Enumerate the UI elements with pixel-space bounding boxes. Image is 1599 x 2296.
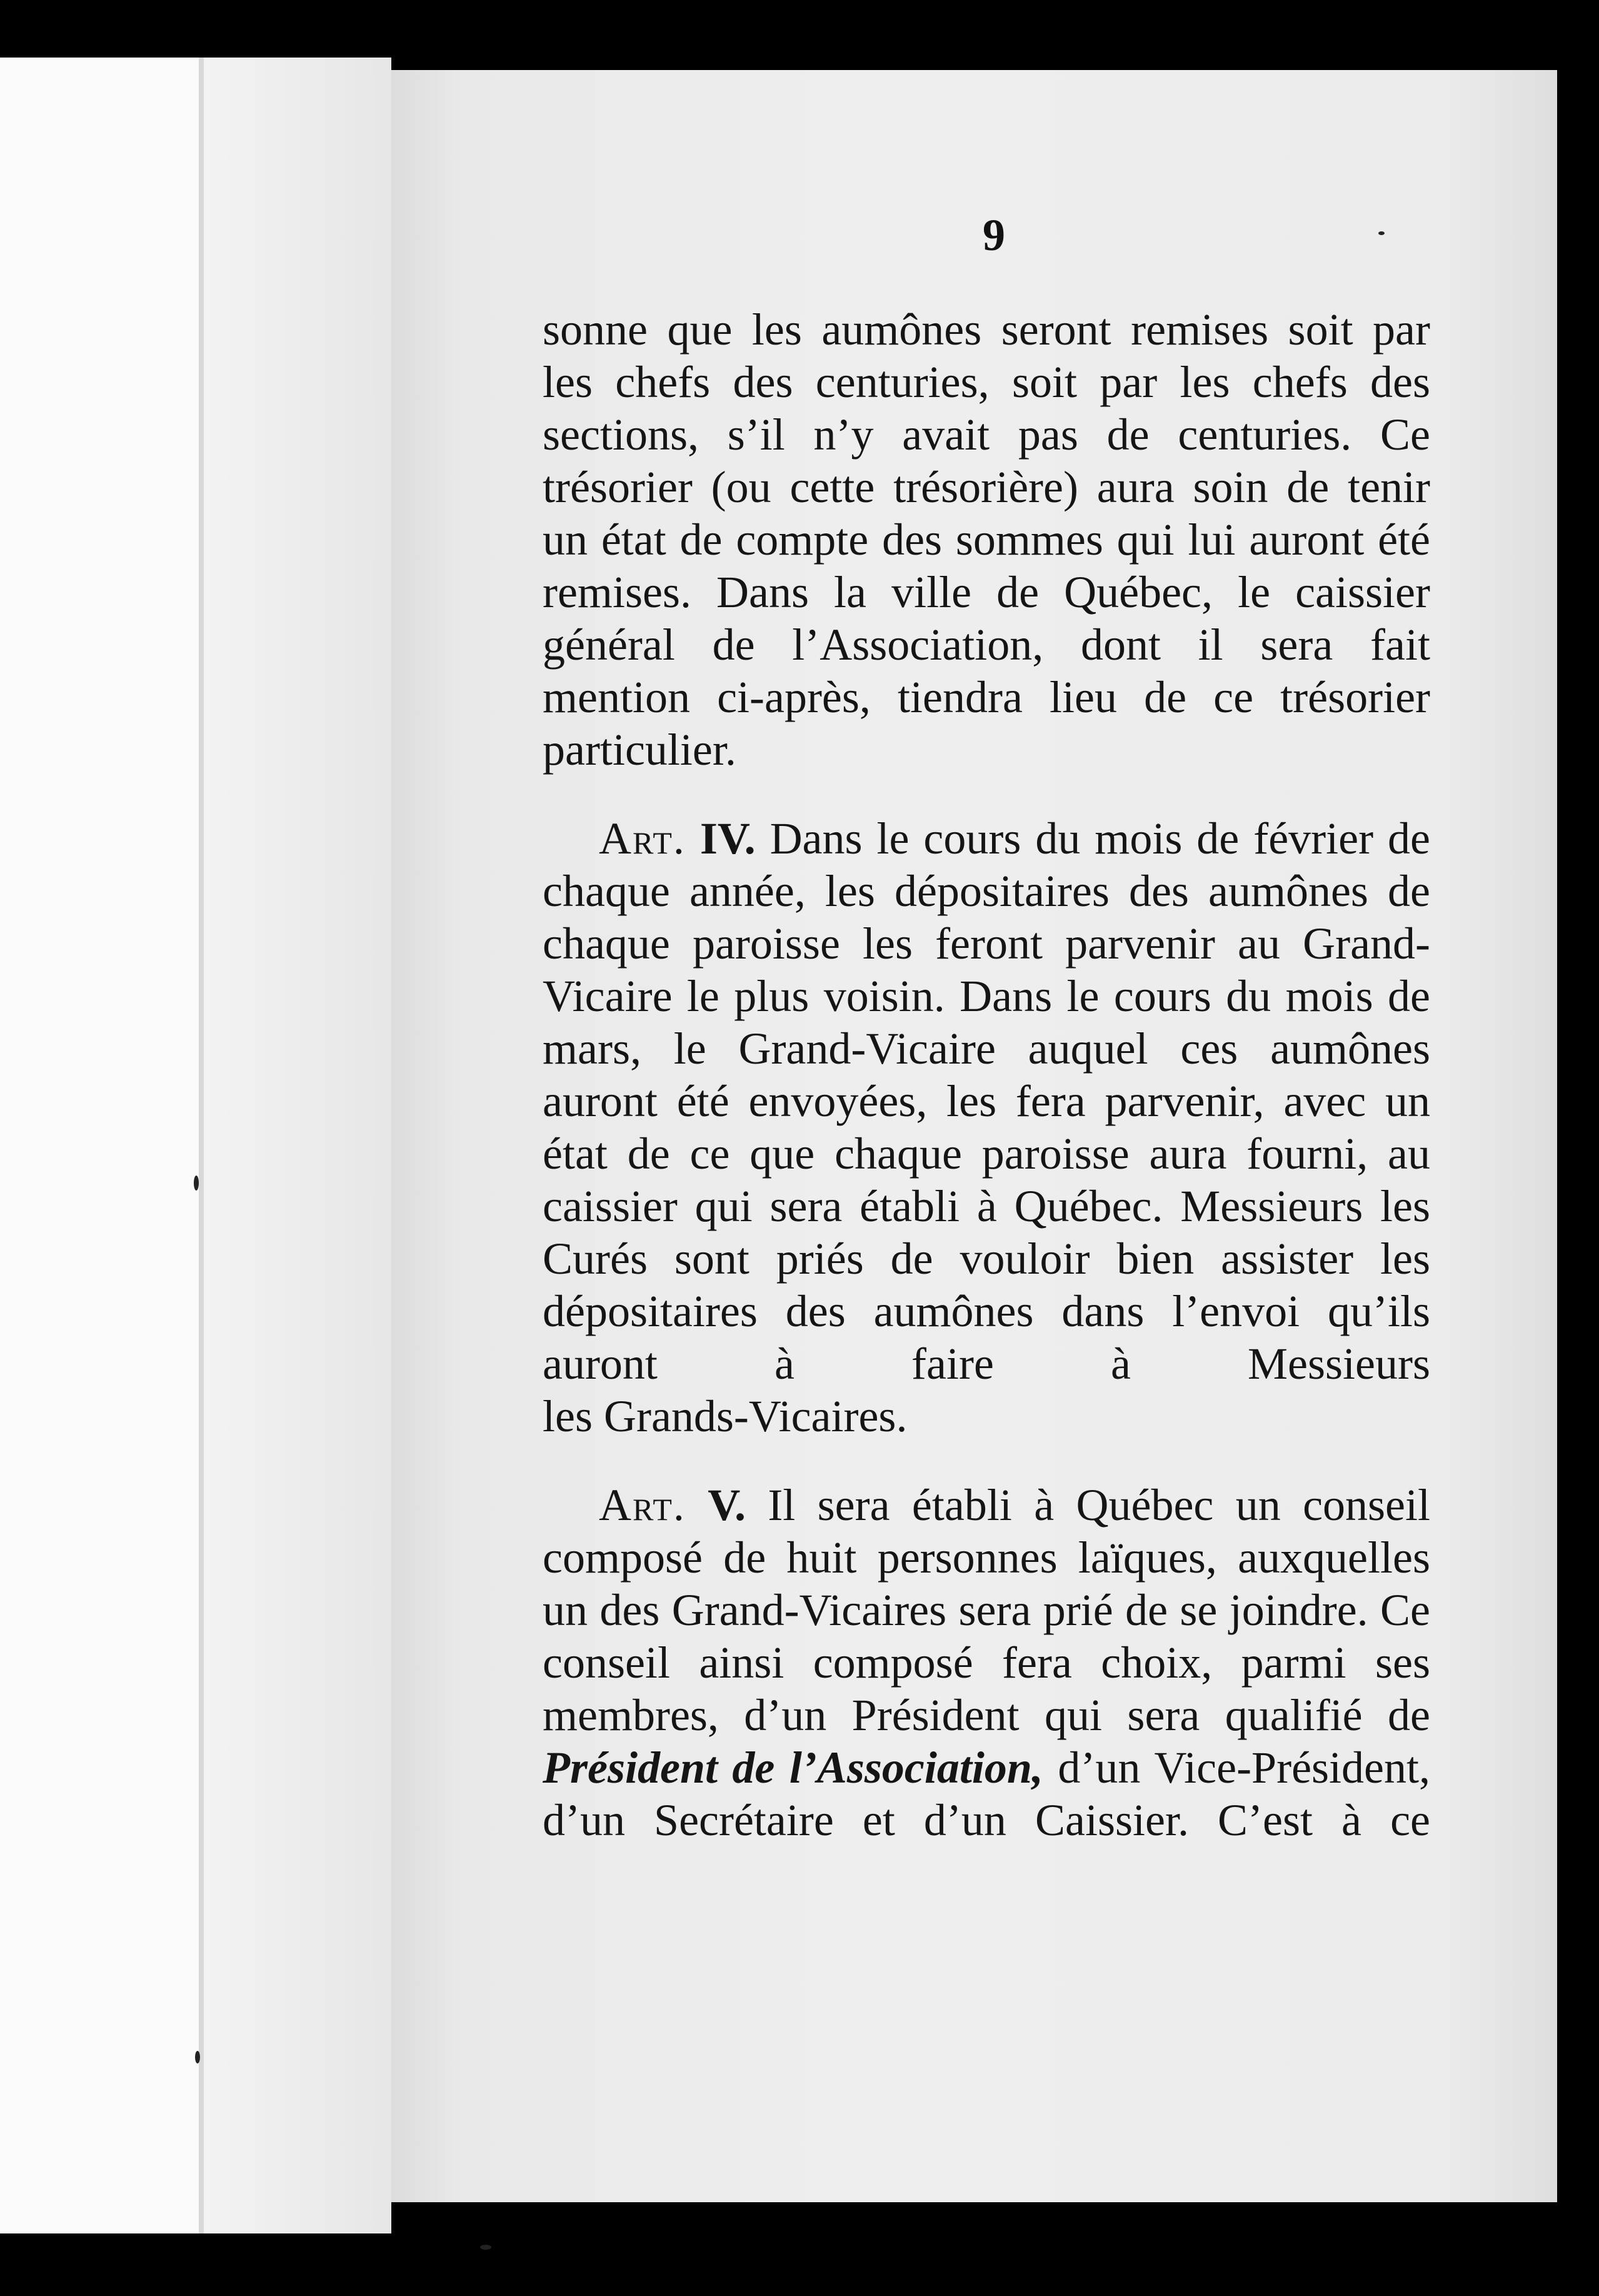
scan-speck <box>195 2051 200 2063</box>
body-text <box>543 303 1430 1846</box>
left-page-leaf <box>0 58 199 2233</box>
left-page-edge <box>199 58 204 2233</box>
article-label: Art. <box>599 1480 686 1530</box>
article-text: Dans le cours du mois de février de chaque année, les dépositaires des aumônes de chaque paroisse les feront parvenir au Grand-Vicaire le plus voisin. Dans le cours du mois de mars, le Grand-Vicaire auquel ces aumônes auront été envoyées, les fera parvenir, avec un état de ce que chaque paroisse aura fourni, au caissier qui sera établi à Québec. Messieurs les Curés sont priés de vouloir bien assister les dépositaires des aumônes dans l’envoi qu’ils auront à faire à Messieurs <box>543 813 1430 1389</box>
article-tail: les Grands-Vicaires. <box>543 1391 908 1441</box>
article-number: V. <box>708 1480 746 1530</box>
scan-speck <box>1378 231 1385 235</box>
article-text-continued: d’un Vice-Président, d’un Secrétaire et d’un Caissier. C’est à ce <box>543 1743 1431 1845</box>
article-text: Il sera établi à Québec un conseil composé de huit personnes laïques, auxquelles un des Grand-Vicaires sera prié de se joindre. Ce conseil ainsi composé fera choix, parmi ses membres, d’un Président qui sera qualifié de <box>543 1480 1431 1740</box>
article-4 <box>543 812 1430 1443</box>
page-number: 9 <box>983 210 1005 260</box>
scan-speck <box>480 2245 491 2250</box>
article-number: IV. <box>699 813 756 864</box>
page-gutter <box>204 58 391 2233</box>
paragraph-tail: particulier. <box>543 725 736 775</box>
article-label: Art. <box>599 813 686 864</box>
article-italic-title: Président de l’Association, <box>543 1743 1043 1793</box>
paragraph-continuation <box>543 303 1430 776</box>
article-5 <box>543 1479 1430 1846</box>
scan-speck <box>194 1176 199 1191</box>
paragraph-text: sonne que les aumônes seront remises soit par les chefs des centuries, soit par les chefs des sections, s’il n’y avait pas de centuries. Ce trésorier (ou cette trésorière) aura soin de tenir un état de compte des sommes qui lui auront été remises. Dans la ville de Québec, le caissier général de l’Association, dont il sera fait mention ci-après, tiendra lieu de ce trésorier <box>543 305 1430 722</box>
